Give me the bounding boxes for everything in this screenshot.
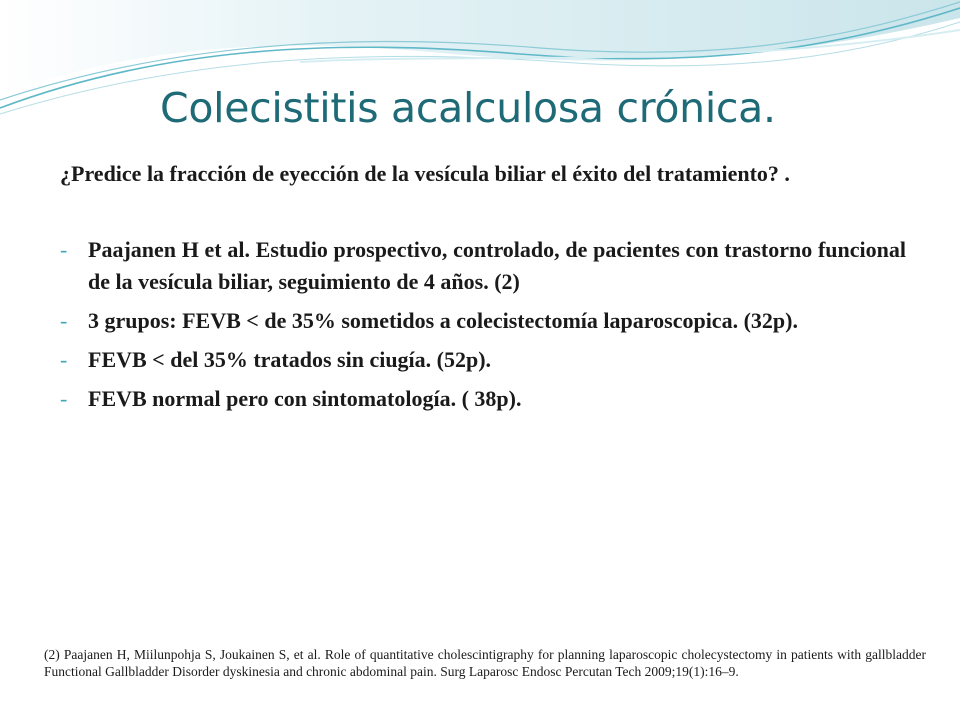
reference-footnote: (2) Paajanen H, Miilunpohja S, Joukainen S, et al. Role of quantitative cholescintigraphy for planning laparoscopic cholecystectomy in patients with gallbladder Functional Gallbladder Disorder dyskinesia and chronic abdominal pain. Surg Laparosc Endosc Percutan Tech 2009;19(1):16–9. <box>44 647 926 679</box>
list-item-text: FEVB < del 35% tratados sin ciugía. (52p). <box>88 347 492 372</box>
bullet-dash-marker: - <box>60 308 68 333</box>
slide-title: Colecistitis acalculosa crónica. <box>160 84 776 132</box>
list-item <box>60 234 906 298</box>
bullet-dash-marker: - <box>60 347 68 372</box>
list-item <box>60 344 906 376</box>
bullet-list <box>60 234 906 415</box>
list-item <box>60 383 906 415</box>
list-item-text: Paajanen H et al. Estudio prospectivo, controlado, de pacientes con trastorno funcional de la vesícula biliar, seguimiento de 4 años. (2) <box>88 237 906 294</box>
list-item <box>60 305 906 337</box>
question-text: ¿Predice la fracción de eyección de la vesícula biliar el éxito del tratamiento? . <box>60 161 790 186</box>
list-item-text: 3 grupos: FEVB < de 35% sometidos a colecistectomía laparoscopica. (32p). <box>88 308 798 333</box>
bullet-dash-marker: - <box>60 386 68 411</box>
slide-body <box>60 158 906 422</box>
bullet-dash-marker: - <box>60 237 68 262</box>
list-item-text: FEVB normal pero con sintomatología. ( 38p). <box>88 386 522 411</box>
